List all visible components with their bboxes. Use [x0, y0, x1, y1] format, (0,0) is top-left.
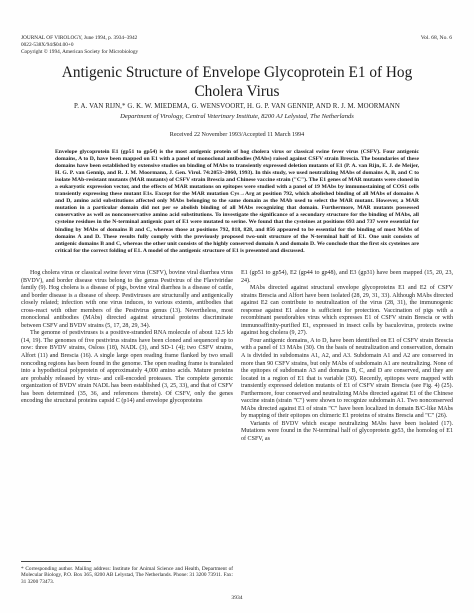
body-paragraph: E1 (gp51 to gp54), E2 (gp44 to gp48), and E3 (gp31) have been mapped (15, 20, 23, 24).: [241, 270, 453, 284]
title-line-2: Cholera Virus: [194, 82, 280, 100]
authors: P. A. VAN RIJN,* G. K. W. MIEDEMA, G. WENSVOORT, H. G. P. VAN GENNIP, AND R. J. M. MOORMANN: [74, 103, 400, 110]
volume-info: Vol. 68, No. 6: [420, 35, 452, 41]
abstract: Envelope glycoprotein E1 (gp51 to gp54) is the most antigenic protein of hog cholera virus or classical swine fever virus (CSFV). Four antigenic domains, A to D, have been mapped on E1 with a panel of monoclonal antibodies (MAbs) raised against CSFV strain Brescia. The boundaries of these domains have been established by extensive studies on binding of MAbs to transiently expressed deletion mutants of E1 (P. A. van Rijn, E. J. de Meijer, H. G. P. van Gennip, and R. J. M. Moormann, J. Gen. Virol. 74:2053–2060, 1993). In this study, we used neutralizing MAbs of domains A, B, and C to isolate MAb-resistant mutants (MAR mutants) of CSFV strain Brescia and Chinese vaccine strain ("C"). The E1 genes of MAR mutants were cloned in a eukaryotic expression vector, and the effects of MAR mutations on epitopes were studied with a panel of 19 MAbs by immunostaining of COS1 cells transiently expressing these mutant E1s. Except for the MAR mutation Cys→Arg at position 792, which abolished binding of all MAbs of domains A and D, amino acid substitutions affected only MAbs belonging to the same domain as the MAb used to select the MAR mutant. However, a MAR mutation in a particular domain did not per se abolish binding of all MAbs recognizing that domain. Furthermore, MAR mutants possessed conservative as well as nonconservative amino acid substitutions. To investigate the significance of a secondary structure for the binding of MAbs, all cysteine residues in the N-terminal antigenic part of E1 were mutated to serine. We found that the cysteines at positions 693 and 737 were essential for binding by MAbs of domains B and C, whereas those at positions 792, 818, 828, and 856 appeared to be essential for the binding of most MAbs of domains A and D. These results fully comply with the previously proposed two-unit structure of the N-terminal half of E1. One unit consists of antigenic domains B and C, whereas the other unit consists of the highly conserved domain A and domain D. We conclude that the first six cysteines are critical for the correct folding of E1. A model of the antigenic structure of E1 is presented and discussed.: [55, 149, 419, 254]
corresponding-author-footnote: * Corresponding author. Mailing address: Institute for Animal Science and Health, Department of Molecular Biology, P.O. Box 365, 8200 AB Lelystad, The Netherlands. Phone: 31 3200 73911. Fax: 31 3200 73473.: [21, 566, 233, 585]
body-paragraph: Four antigenic domains, A to D, have been identified on E1 of CSFV strain Brescia with a panel of 13 MAbs (30). On the basis of neutralization and conservation, domain A is divided in subdomains A1, A2, and A3. Subdomain A1 and A2 are conserved in more than 90 CSFV strains, but only MAbs of subdomain A1 are neutralizing. None of the epitopes of subdomain A3 and domains B, C, and D are conserved, and they are located in a region of E1 that is variable (30). Recently, epitopes were mapped with transiently expressed deletion mutants of E1 of CSFV strain Brescia (see Fig. 4) (25). Furthermore, four conserved and neutralizing MAbs directed against E1 of the Chinese vaccine strain (strain "C") were shown to recognize subdomain A1. Two nonconserved MAbs directed against E1 of strain "C" have been localized in domain B/C-like MAbs by mapping of their epitopes on chimeric E1 proteins of strains Brescia and "C" (26).: [241, 337, 453, 420]
body-paragraph: Variants of BVDV which escape neutralizing MAbs have been isolated (17). Mutations were found in the N-terminal half of glycoprotein gp53, the homolog of E1 of CSFV, as: [241, 420, 453, 443]
body-paragraph: The genome of pestiviruses is a positive-stranded RNA molecule of about 12.5 kb (14, 19). The genomes of five pestivirus strains have been cloned and sequenced up to now: three BVDV strains, Osloss (18), NADL (3), and SD-1 (4); two CSFV strains, Alfort (11) and Brescia (16). A single large open reading frame flanked by two small noncoding regions has been found in the genome. The open reading frame is translated into a hypothetical polyprotein of approximately 4,000 amino acids. Mature proteins are probably released by virus- and cell-encoded proteases. The complete genomic organization of BVDV strain NADL has been established (3, 25, 33), and that of CSFV has been determined (35, 36, and references therein). Of CSFV, only the genes encoding the structural proteins capsid C (p14) and envelope glycoproteins: [21, 330, 233, 405]
body-paragraph: Hog cholera virus or classical swine fever virus (CSFV), bovine viral diarrhea virus (BVDV), and border disease virus belong to the genus Pestivirus of the Flaviviridae family (9). Hog cholera is a disease of pigs, bovine viral diarrhea is a disease of cattle, and border disease is a disease of sheep. Pestiviruses are structurally and antigenically closely related; infection with one virus induces, to various extents, antibodies that cross-react with other members of the Pestivirus genus (13). Nevertheless, most monoclonal antibodies (MAbs) directed against structural proteins discriminate between CSFV and BVDV strains (5, 17, 28, 29, 34).: [21, 270, 233, 329]
copyright: Copyright © 1994, American Society for Microbiology: [21, 49, 139, 55]
body-column-left: [21, 270, 233, 406]
issn: 0022-538X/94/$04.00+0: [21, 42, 74, 48]
article-title: [0, 64, 474, 101]
title-line-1: Antigenic Structure of Envelope Glycoprotein E1 of Hog: [61, 64, 413, 81]
affiliation: Department of Virology, Central Veterinary Institute, 8200 AJ Lelystad, The Netherlands: [120, 113, 354, 120]
journal-header: [21, 35, 138, 56]
page-number: 3934: [231, 595, 243, 601]
received-date: Received 22 November 1993/Accepted 11 March 1994: [169, 132, 305, 138]
body-column-right: [241, 270, 453, 444]
journal-citation: JOURNAL OF VIROLOGY, June 1994, p. 3934–3942: [21, 35, 138, 41]
footnote-divider: [21, 561, 91, 562]
body-paragraph: MAbs directed against structural envelope glycoproteins E1 and E2 of CSFV strains Brescia and Alfort have been isolated (28, 29, 31, 33). Although MAbs directed against E2 can contribute to neutralization of the virus (28, 31), the immunogenic response against E1 alone is sufficient for protection. Vaccination of pigs with a recombinant pseudorabies virus which expresses E1 of CSFV strain Brescia or with immunoaffinity-purified E1, expressed in insect cells by baculovirus, protects swine against hog cholera (9, 27).: [241, 285, 453, 337]
